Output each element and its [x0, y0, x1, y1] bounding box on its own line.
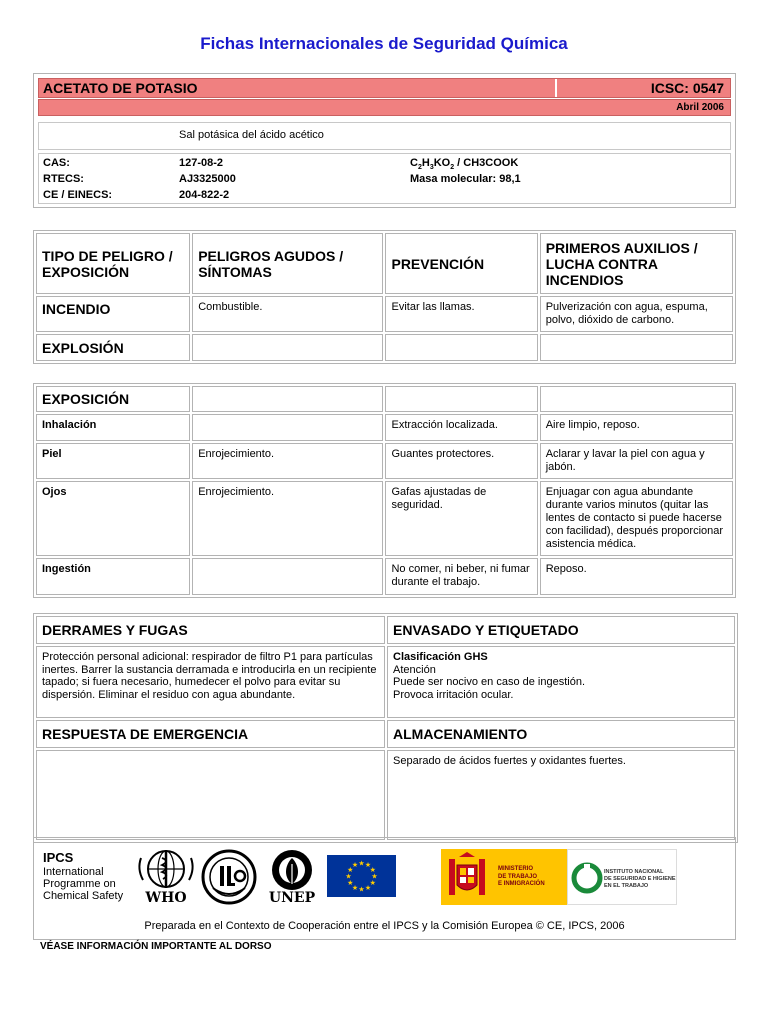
table-row [36, 481, 733, 556]
eu-star-icon: ★ [347, 867, 354, 874]
row-label-inhalation: Inhalación [36, 414, 190, 441]
ghs-signal-word: Atención [393, 663, 436, 676]
handling-content-row [36, 646, 735, 718]
chemical-name: ACETATO DE POTASIO [43, 80, 198, 96]
spills-text: Protección personal adicional: respirador de filtro P1 para partículas inertes. Barrer la sustancia derramada e introducirla en un recipiente tapado; si fuera necesario, humedecer el polvo para evitar su dispersión. Eliminar el residuo con agua abundante. [36, 646, 385, 718]
cas-label: CAS: [43, 157, 70, 169]
unep-logo [262, 848, 322, 906]
ministry-line: E INMIGRACIÓN [498, 881, 545, 887]
storage-content-row [36, 750, 735, 840]
who-emblem-icon [135, 848, 197, 890]
date-band [38, 99, 731, 116]
ce-value: 204-822-2 [179, 189, 230, 201]
empty-cell [192, 386, 383, 412]
ilo-logo [200, 848, 258, 906]
ce-label: CE / EINECS: [43, 189, 113, 201]
footer-panel [33, 837, 736, 940]
eu-star-icon: ★ [351, 884, 359, 892]
ministry-line: DE TRABAJO [498, 873, 538, 880]
empty-cell [540, 386, 733, 412]
table-row [36, 414, 733, 441]
ipcs-line: Programme on [43, 878, 116, 890]
row-label-skin: Piel [36, 443, 190, 479]
explosion-first-aid [540, 334, 733, 361]
eyes-first-aid: Enjuagar con agua abundante durante varios minutos (quitar las lentes de contacto si puede hacerse con facilidad), después proporcionar asistencia médica. [540, 481, 733, 556]
eu-star-icon: ★ [369, 867, 376, 874]
fire-first-aid: Pulverización con agua, espuma, polvo, dióxido de carbono. [540, 296, 733, 332]
insht-logo [567, 849, 677, 905]
spain-coat-of-arms-icon [441, 849, 493, 905]
eu-star-icon: ★ [369, 880, 376, 887]
insht-line: INSTITUTO NACIONAL [604, 869, 664, 875]
ministry-line: MINISTERIO [498, 866, 534, 872]
row-label-explosion: EXPLOSIÓN [36, 334, 190, 361]
eu-flag-icon [327, 855, 396, 897]
row-label-eyes: Ojos [36, 481, 190, 556]
eu-flag-logo [327, 855, 396, 897]
header-emergency: RESPUESTA DE EMERGENCIA [36, 720, 385, 748]
handling-table [33, 613, 738, 843]
prepared-statement: Preparada en el Contexto de Cooperación entre el IPCS y la Comisión Europea © CE, IPCS, 2006 [144, 920, 625, 932]
synonym: Sal potásica del ácido acético [179, 129, 324, 141]
storage-header-row [36, 720, 735, 748]
header-hazard-type: TIPO DE PELIGRO / EXPOSICIÓN [36, 233, 190, 294]
ilo-emblem-icon [200, 848, 258, 906]
header-first-aid: PRIMEROS AUXILIOS / LUCHA CONTRA INCENDIOS [540, 233, 733, 294]
eu-star-icon: ★ [371, 873, 378, 881]
revision-date: Abril 2006 [676, 102, 724, 113]
header-prevention: PREVENCIÓN [385, 233, 537, 294]
explosion-prevention [385, 334, 537, 361]
skin-first-aid: Aclarar y lavar la piel con agua y jabón. [540, 443, 733, 479]
unep-emblem-icon [262, 848, 322, 892]
molecular-mass: Masa molecular: 98,1 [410, 173, 521, 185]
row-label-fire: INCENDIO [36, 296, 190, 332]
insht-text [604, 869, 676, 890]
eu-star-icon: ★ [358, 860, 365, 868]
ministry-logo [441, 849, 567, 905]
insht-line: DE SEGURIDAD E HIGIENE [604, 876, 676, 882]
ingestion-symptoms [192, 558, 383, 595]
fire-symptoms: Combustible. [192, 296, 383, 332]
eu-star-icon: ★ [364, 862, 372, 870]
synonym-box [38, 122, 731, 150]
molecular-formula: $C_2H_3KO_2$ / CH3COOK [410, 157, 519, 172]
rtecs-label: RTECS: [43, 173, 84, 185]
eu-star-icon: ★ [358, 886, 365, 894]
eu-star-icon: ★ [345, 873, 352, 881]
inhalation-first-aid: Aire limpio, reposo. [540, 414, 733, 441]
ipcs-line: Chemical Safety [43, 890, 124, 902]
header-acute-hazards: PELIGROS AGUDOS / SÍNTOMAS [192, 233, 383, 294]
header-spills: DERRAMES Y FUGAS [36, 616, 385, 644]
table-row [36, 296, 733, 332]
eu-star-icon: ★ [351, 862, 359, 870]
name-band [38, 78, 731, 98]
identification-panel [33, 73, 736, 208]
inhalation-prevention: Extracción localizada. [385, 414, 537, 441]
insht-emblem-icon [571, 862, 603, 894]
ingestion-prevention: No comer, ni beber, ni fumar durante el trabajo. [385, 558, 537, 595]
packaging-content [387, 646, 735, 718]
unep-label: UNEP [268, 890, 316, 906]
empty-cell [385, 386, 537, 412]
ipcs-line: International [43, 866, 104, 878]
emergency-text [36, 750, 385, 840]
eyes-prevention: Gafas ajustadas de seguridad. [385, 481, 537, 556]
storage-text: Separado de ácidos fuertes y oxidantes fuertes. [387, 750, 735, 840]
header-storage: ALMACENAMIENTO [387, 720, 735, 748]
row-label-ingestion: Ingestión [36, 558, 190, 595]
name-band-separator [555, 79, 557, 97]
eu-star-icon: ★ [347, 880, 354, 887]
header-exposure: EXPOSICIÓN [36, 386, 190, 412]
handling-header-row [36, 616, 735, 644]
formula-alt: CH3COOK [463, 157, 519, 169]
table-row [36, 443, 733, 479]
identifiers-box [38, 153, 731, 204]
skin-prevention: Guantes protectores. [385, 443, 537, 479]
table-row [36, 334, 733, 361]
hazard-table [33, 230, 736, 364]
ghs-hazard-statement: Puede ser nocivo en caso de ingestión. [393, 676, 586, 688]
ghs-title: Clasificación GHS [393, 651, 488, 663]
cas-value: 127-08-2 [179, 157, 224, 169]
hazard-header-row [36, 233, 733, 294]
table-row [36, 558, 733, 595]
skin-symptoms: Enrojecimiento. [192, 443, 383, 479]
ghs-hazard-statement: Provoca irritación ocular. [393, 688, 514, 701]
header-packaging: ENVASADO Y ETIQUETADO [387, 616, 735, 644]
eyes-symptoms: Enrojecimiento. [192, 481, 383, 556]
eu-star-icon: ★ [364, 884, 372, 892]
inhalation-symptoms [192, 414, 383, 441]
who-label: WHO [145, 890, 187, 906]
who-logo [135, 848, 197, 906]
icsc-number: ICSC: 0547 [650, 80, 724, 96]
see-info-note: VÉASE INFORMACIÓN IMPORTANTE AL DORSO [40, 941, 272, 952]
document-title: Fichas Internacionales de Seguridad Química [200, 34, 568, 53]
explosion-symptoms [192, 334, 383, 361]
ingestion-first-aid: Reposo. [540, 558, 733, 595]
ipcs-title: IPCS [43, 850, 74, 865]
ministry-text [498, 866, 545, 889]
exposure-header-row [36, 386, 733, 412]
insht-line: EN EL TRABAJO [604, 883, 649, 889]
exposure-table [33, 383, 736, 598]
rtecs-value: AJ3325000 [179, 173, 236, 185]
fire-prevention: Evitar las llamas. [385, 296, 537, 332]
